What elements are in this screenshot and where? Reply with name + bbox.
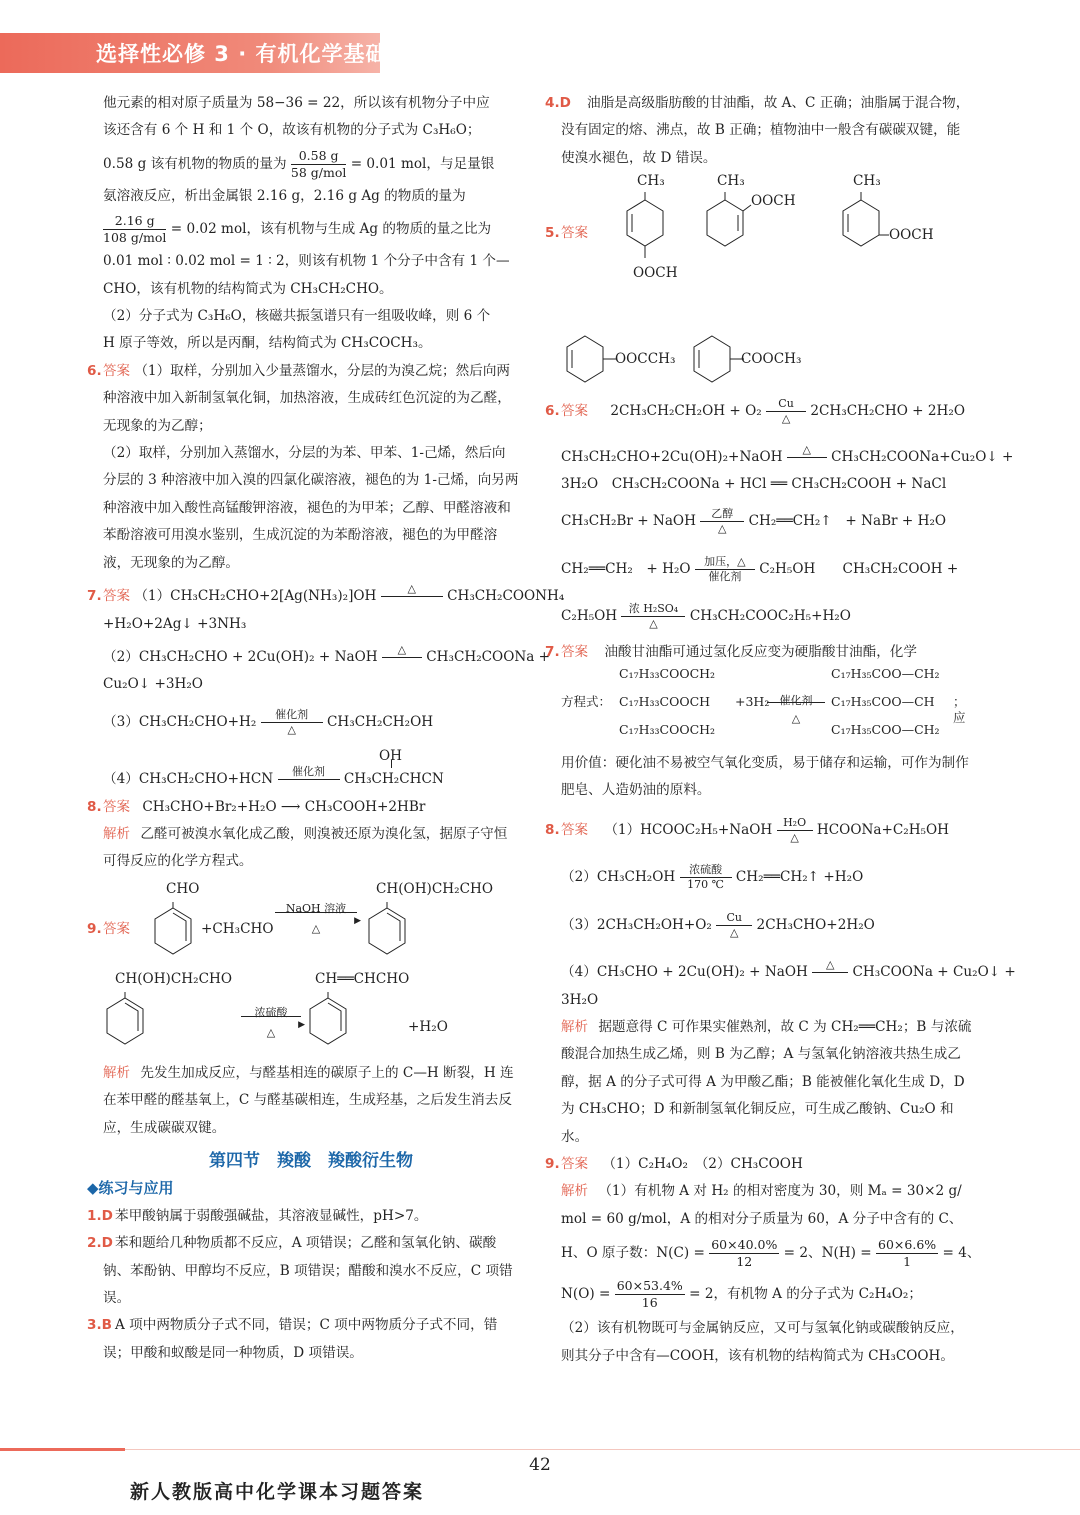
answer-1: 1.D 苯甲酸钠属于弱酸强碱盐，其溶液显碱性，pH>7。	[87, 1207, 428, 1224]
answer-8: 8. 答案 CH₃CHO+Br₂+H₂O ⟶ CH₃COOH+2HBr	[87, 798, 426, 815]
benzene-ring	[103, 992, 147, 1050]
answer-9: CHO CH(OH)CH₂CHO 9. 答案 +CH₃CHO ▶ NaOH 溶液 △ CH(OH)CH₂CHO CH══CHCHO ▶ 浓硫酸 △ +H₂O	[103, 876, 519, 1046]
text-line: 3H₂O	[561, 991, 599, 1008]
answer-6: 6. 答案 2CH₃CH₂CH₂OH + O₂ Cu △ 2CH₃CH₂CHO + 2H₂O	[545, 397, 965, 426]
page-number: 42	[529, 1455, 551, 1475]
answer-2: 2.D 苯和题给几种物质都不反应，A 项错误；乙醛和氢氧化钠、碳酸钠、苯酚钠、甲醇均不反应，B 项错误；醋酸和溴水不反应，C 项错误。	[87, 1235, 513, 1306]
left-column	[87, 90, 565, 1367]
benzene-ring	[151, 902, 195, 960]
fraction: $\frac{2.16 g}{\text{108 g/mol}}$	[103, 213, 167, 246]
answer-8: 8. 答案 （1）HCOOC₂H₅+NaOH H₂O △ HCOONa+C₂H₅OH	[545, 815, 950, 844]
answer-7: 7. 答案 （1）CH₃CH₂CHO+2[Ag(NH₃)₂]OH △ CH₃CH₂COONH₄	[87, 582, 565, 605]
answer-3: 3.B A 项中两物质分子式不同，错误；C 项中两物质分子式不同，错误；甲酸和蚁酸是同一种物质，D 项错误。	[87, 1317, 498, 1361]
explanation-8: 解析 乙醛可被溴水氧化成乙酸，则溴被还原为溴化氢，据原子守恒可得反应的化学方程式。	[103, 825, 508, 870]
text-line: 0.01 mol ∶ 0.02 mol = 1 ∶ 2，则该有机物 1 个分子中含有 1 个—	[103, 253, 510, 270]
text-line: +H₂O+2Ag↓ +3NH₃	[103, 615, 247, 632]
footer-accent	[0, 1448, 125, 1451]
text-line: mol = 60 g/mol，A 的相对分子质量为 60，A 分子中含有的 C、	[561, 1210, 963, 1227]
answer-6: 6. 答案 （1）取样，分别加入少量蒸馏水，分层的为溴乙烷；然后向两种溶液中加入新制氢氧化铜，加热溶液，生成砖红色沉淀的为乙醛，无现象的为乙醇；	[87, 362, 511, 434]
benzene-ring	[365, 902, 409, 960]
equation: CH₃CH₂Br + NaOH 乙醇 △ CH₂══CH₂↑ + NaBr + H₂O	[561, 507, 947, 536]
explanation-9: 解析 （1）有机物 A 对 H₂ 的相对密度为 30，则 Mₐ = 30×2 g/	[561, 1183, 962, 1200]
text-paragraph: （2）取样，分别加入蒸馏水，分层的为苯、甲苯、1-己烯，然后向分层的 3 种溶液中加入溴的四氯化碳溶液，褪色的为 1-己烯，向另两种溶液中加入酸性高锰酸钾溶液，褪色的为甲苯；乙醇、甲醛溶液和苯酚溶液可用溴水鉴别，生成沉淀的为苯酚溶液，褪色的为甲醛溶液，无现象的为乙醇。	[103, 445, 519, 571]
text-line: （2）分子式为 C₃H₆O，核磁共振氢谱只有一组吸收峰，则 6 个	[103, 308, 491, 325]
answer-5-row2: OOCCH₃ COOCH₃	[545, 332, 973, 388]
text-paragraph: （2）该有机物既可与金属钠反应，又可与氢氧化钠或碳酸钠反应，则其分子中含有—COOH，该有机物的结构简式为 CH₃COOH。	[561, 1320, 964, 1364]
arrow: ▶ NaOH 溶液 △	[275, 912, 357, 913]
book-title: 新人教版高中化学课本习题答案	[130, 1481, 425, 1503]
equation: 3H₂O CH₃CH₂COONa + HCl ══ CH₃CH₂COOH + NaCl	[561, 476, 947, 493]
text-line: 该还含有 6 个 H 和 1 个 O，故该有机物的分子式为 C₃H₆O；	[103, 122, 481, 139]
text-line: CHO，该有机物的结构简式为 CH₃CH₂CHO。	[103, 280, 393, 297]
glyceride-equation: C₁₇H₃₃COOCH₂ 方程式： C₁₇H₃₃COOCH C₁₇H₃₃COOCH₂ +3H₂ 催化剂 △ C₁₇H₃₅COO—CH₂ C₁₇H₃₅COO—CH C₁₇H₃₅COO—CH₂ ；应	[561, 666, 966, 738]
benzene-ring	[703, 192, 753, 252]
equation-oh: OH	[379, 748, 402, 765]
benzene-ring	[623, 192, 667, 264]
section-title: 第四节 羧酸 羧酸衍生物	[209, 1150, 413, 1171]
answer-9: 9. 答案 （1）C₂H₄O₂ （2）CH₃COOH	[545, 1155, 803, 1172]
footer-rule	[0, 1449, 1080, 1450]
equation: （3）2CH₃CH₂OH+O₂ Cu △ 2CH₃CHO+2H₂O	[561, 910, 875, 939]
equation: CH₃CH₂CHO+2Cu(OH)₂+NaOH △ CH₃CH₂COONa+Cu₂O↓ +	[561, 442, 1014, 465]
equation: （2）CH₃CH₂OH 浓硫酸 170 ℃ CH₂══CH₂↑ +H₂O	[561, 863, 864, 892]
benzene-ring	[306, 992, 350, 1050]
explanation-8: 解析 据题意得 C 可作果实催熟剂，故 C 为 CH₂══CH₂；B 与浓硫酸混合加热生成乙烯，则 B 为乙醇；A 与氢氧化钠溶液共热生成乙醇，据 A 的分子式可得 A 为甲酸乙酯；B 能被催化氧化生成 D，D 为 CH₃CHO；D 和新制氢氧化铜反应，可生成乙酸钠、Cu₂O 和水。	[561, 1018, 972, 1145]
text-line: N(O) = $\frac{60\times 53.4\%}{16}$ = 2，有机物 A 的分子式为 C₂H₄O₂；	[561, 1278, 922, 1311]
answer-4: 4.D 油脂是高级脂肪酸的甘油酯，故 A、C 正确；油脂属于混合物，没有固定的熔、沸点，故 B 正确；植物油中一般含有碳碳双键，能使溴水褪色，故 D 错误。	[545, 95, 970, 166]
text-line: 氨溶液反应，析出金属银 2.16 g，2.16 g Ag 的物质的量为	[103, 187, 466, 204]
equation: （4）CH₃CHO + 2Cu(OH)₂ + NaOH △ CH₃COONa + Cu₂O↓ +	[561, 958, 1016, 981]
answer-7: 7. 答案 油酸甘油酯可通过氢化反应变为硬脂酸甘油酯，化学	[545, 643, 917, 660]
explanation-9: 解析 先发生加成反应，与醛基相连的碳原子上的 C—H 断裂，H 连在苯甲醛的醛基氧上，C 与醛基碳相连，生成羟基，之后发生消去反应，生成碳碳双键。	[103, 1064, 514, 1136]
subheading: ◆练习与应用	[87, 1179, 174, 1198]
text-line: H、O 原子数：N(C) = $\frac{60\times 40.0\%}{12}$ = 2、N(H) = $\frac{60\times 6.6\%}{1}$ = 4、	[561, 1237, 981, 1270]
text-line: $\frac{2.16 g}{\text{108 g/mol}}$ = 0.02 mol，该有机物与生成 Ag 的物质的量之比为	[103, 213, 492, 246]
text-paragraph: 用价值：硬化油不易被空气氧化变质，易于储存和运输，可作为制作肥皂、人造奶油的原料。	[561, 755, 969, 799]
text-line: Cu₂O↓ +3H₂O	[103, 676, 203, 693]
text-line: 0.58 g 该有机物的物质的量为 $\frac{0.58 g}{\text{58 g/mol}}$ = 0.01 mol，与足量银	[103, 147, 495, 180]
equation: C₂H₅OH 浓 H₂SO₄ △ CH₃CH₂COOC₂H₅+H₂O	[561, 602, 851, 631]
equation: CH₂══CH₂ + H₂O 加压，△ 催化剂 C₂H₅OH CH₃CH₂COOH +	[561, 554, 959, 583]
header-title: 选择性必修 3 · 有机化学基础	[96, 42, 388, 66]
fraction: $\frac{0.58 g}{\text{58 g/mol}}$	[290, 147, 347, 180]
right-column	[545, 90, 1016, 1370]
benzene-ring	[839, 192, 891, 252]
equation: （2）CH₃CH₂CHO + 2Cu(OH)₂ + NaOH △ CH₃CH₂COONa +	[103, 642, 551, 665]
arrow: 催化剂 △	[767, 702, 825, 703]
equation: （3）CH₃CH₂CHO+H₂ 催化剂 △ CH₃CH₂CH₂OH	[103, 707, 434, 736]
text-line: 他元素的相对原子质量为 58−36 = 22，所以该有机物分子中应	[103, 95, 490, 111]
arrow: ▶ 浓硫酸 △	[241, 1016, 301, 1017]
benzene-ring	[563, 332, 619, 386]
answer-5: 5. 答案 CH₃ OOCH CH₃ OOCH CH₃ OOCH	[545, 173, 934, 282]
benzene-ring	[690, 332, 746, 386]
text-line: H 原子等效，所以是丙酮，结构简式为 CH₃COCH₃。	[103, 335, 432, 352]
equation: （4）CH₃CH₂CHO+HCN 催化剂 CH₃CH₂CHCN	[103, 766, 519, 793]
